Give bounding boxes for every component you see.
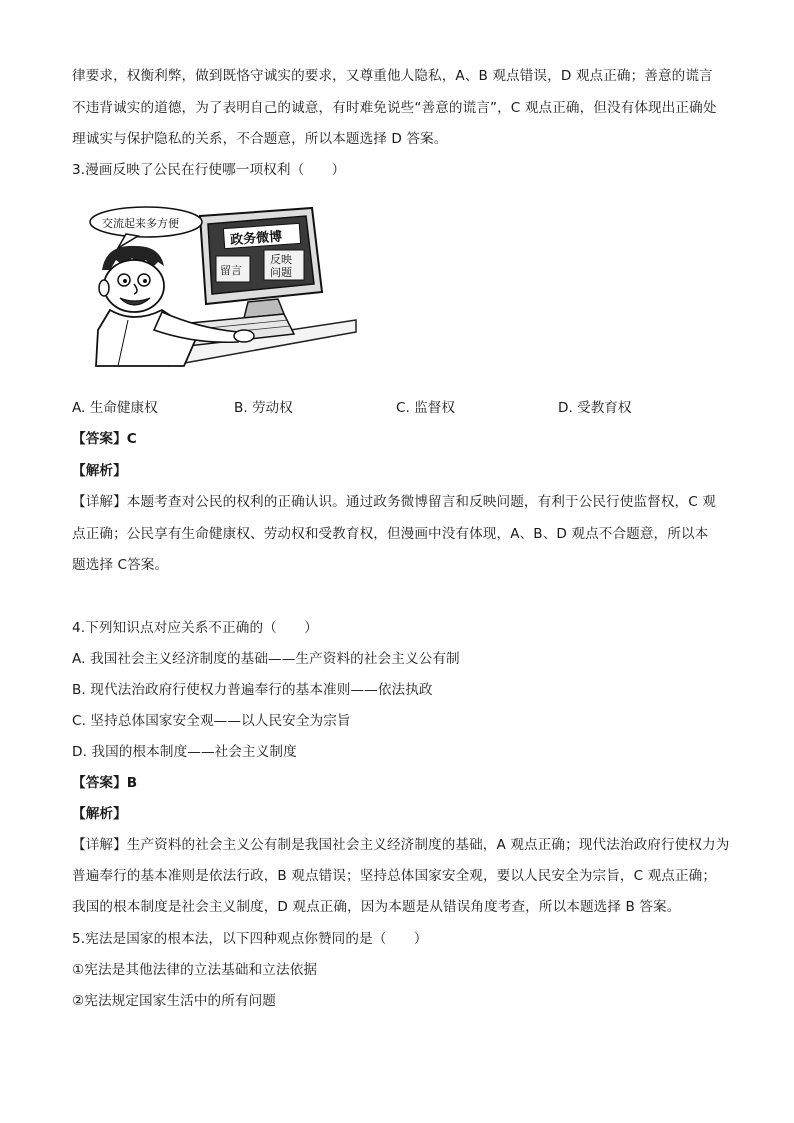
question-3-stem: 3.漫画反映了公民在行使哪一项权利（ ） — [72, 162, 346, 178]
answer-label: 【答案】C — [72, 431, 137, 447]
option-d: D. 受教育权 — [558, 400, 632, 416]
statement-item: ①宪法是其他法律的立法基础和立法依据 — [72, 962, 318, 978]
analysis-label: 【解析】 — [72, 806, 127, 822]
paragraph-line: 理诚实与保护隐私的关系，不合题意，所以本题选择 D 答案。 — [72, 131, 448, 147]
detail-line: 普遍奉行的基本准则是依法行政，B 观点错误；坚持总体国家安全观，要以人民安全为宗旨，C 观点正确； — [72, 868, 717, 884]
option-b: B. 现代法治政府行使权力普遍奉行的基本准则——依法执政 — [72, 682, 433, 698]
option-a: A. 生命健康权 — [72, 400, 158, 416]
option-c: C. 坚持总体国家安全观——以人民安全为宗旨 — [72, 713, 351, 729]
option-b: B. 劳动权 — [234, 400, 293, 416]
option-c: C. 监督权 — [396, 400, 455, 416]
answer-label: 【答案】B — [72, 775, 138, 791]
cartoon-image — [88, 200, 360, 376]
statement-item: ②宪法规定国家生活中的所有问题 — [72, 993, 276, 1009]
option-d: D. 我国的根本制度——社会主义制度 — [72, 744, 297, 760]
detail-line: 点正确；公民享有生命健康权、劳动权和受教育权，但漫画中没有体现，A、B、D 观点不合题意，所以本 — [72, 526, 709, 542]
detail-line: 【详解】本题考查对公民的权利的正确认识。通过政务微博留言和反映问题，有利于公民行使监督权，C 观 — [72, 494, 716, 510]
paragraph-line: 不违背诚实的道德，为了表明自己的诚意，有时难免说些“善意的谎言”，C 观点正确，但没有体现出正确处 — [72, 100, 717, 116]
detail-line: 【详解】生产资料的社会主义公有制是我国社会主义经济制度的基础，A 观点正确；现代法治政府行使权力为 — [72, 837, 730, 853]
speech-bubble-text: 交流起来多方便 — [102, 217, 179, 230]
screen-button-left: 留言 — [220, 264, 242, 277]
screen-title: 政务微博 — [229, 229, 283, 249]
option-a: A. 我国社会主义经济制度的基础——生产资料的社会主义公有制 — [72, 651, 460, 667]
detail-line: 我国的根本制度是社会主义制度，D 观点正确，因为本题是从错误角度考查，所以本题选择 B 答案。 — [72, 899, 681, 915]
paragraph-line: 律要求，权衡利弊，做到既恪守诚实的要求，又尊重他人隐私，A、B 观点错误，D 观点正确；善意的谎言 — [72, 68, 713, 84]
screen-button-right-2: 问题 — [270, 266, 292, 279]
question-4-stem: 4.下列知识点对应关系不正确的（ ） — [72, 620, 318, 636]
screen-button-right-1: 反映 — [270, 253, 292, 266]
analysis-label: 【解析】 — [72, 463, 127, 479]
question-5-stem: 5.宪法是国家的根本法，以下四种观点你赞同的是（ ） — [72, 931, 428, 947]
detail-line: 题选择 C答案。 — [72, 557, 169, 573]
